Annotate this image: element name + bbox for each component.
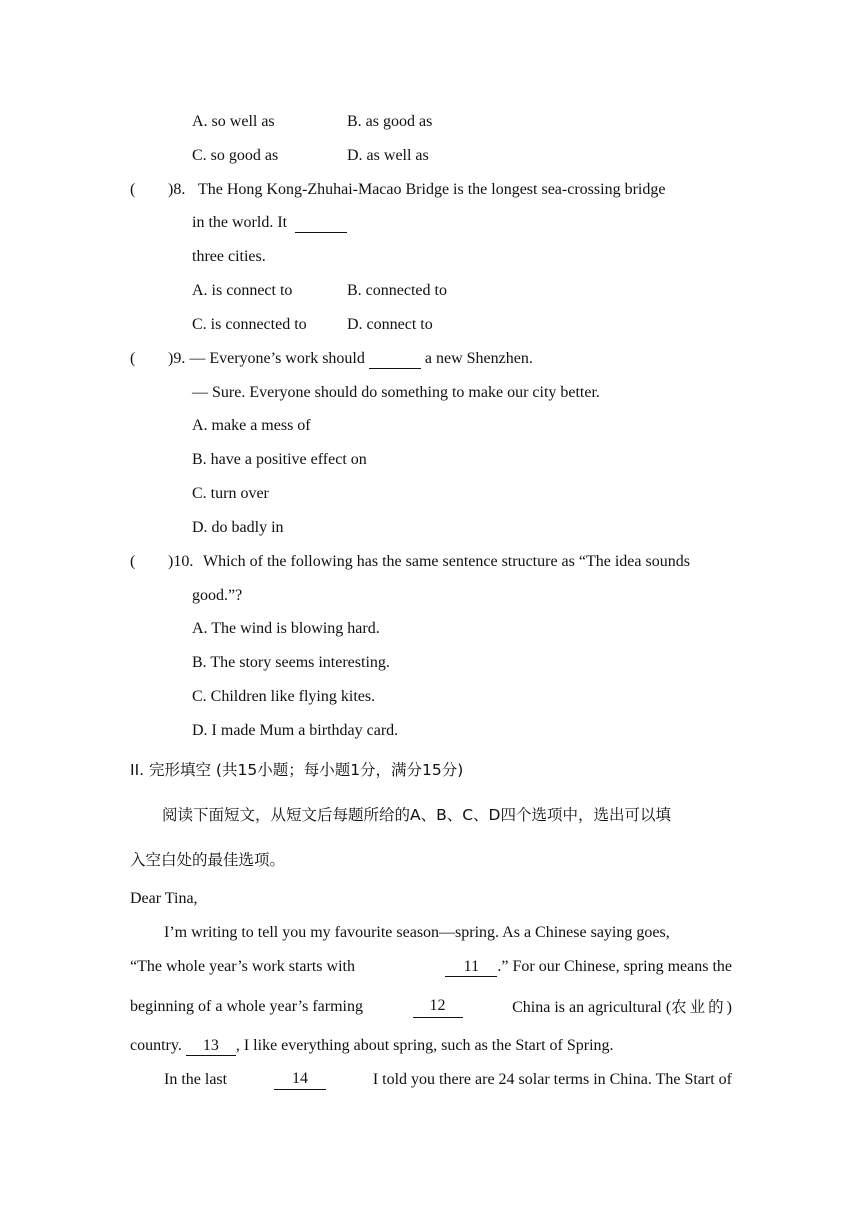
- letter-p1-line-2-rest: [445, 957, 732, 977]
- blank-12: 12: [413, 997, 463, 1018]
- section-heading: II. 完形填空 (共15小题；每小题1分，满分15分): [130, 761, 464, 779]
- q9-option-a: A. make a mess of: [192, 417, 311, 434]
- q8-stem-line-1: [198, 180, 732, 200]
- letter-p2-line-1: [164, 1070, 732, 1090]
- q10-stem-text-1: Which of the following has the same sentence structure as “The idea sounds: [203, 553, 690, 570]
- q8-stem-text-1: The Hong Kong-Zhuhai-Macao Bridge is the longest sea-crossing bridge: [198, 181, 666, 198]
- letter-greeting: Dear Tina,: [130, 890, 198, 907]
- letter-p1-text-1: I’m writing to tell you my favourite season—spring. As a Chinese saying goes,: [164, 924, 670, 941]
- q9-reply: — Sure. Everyone should do something to make our city better.: [192, 384, 600, 401]
- q8-option-d: D. connect to: [347, 316, 433, 333]
- q9-option-d: D. do badly in: [192, 519, 284, 536]
- letter-p1-text-3c: ): [726, 999, 732, 1016]
- letter-p1-text-2a: “The whole year’s work starts with: [130, 958, 355, 975]
- q10-number: )10.: [168, 553, 194, 570]
- q9-stem-line-1: [168, 349, 533, 369]
- q8-stem-line-3: three cities.: [192, 248, 266, 265]
- letter-p1-text-4: , I like everything about spring, such as the Start of Spring.: [235, 1037, 614, 1054]
- q8-stem-text-2: in the world. It: [192, 214, 288, 231]
- letter-p1-text-3b: China is an agricultural (: [512, 999, 672, 1016]
- letter-p2-text-1b: I told you there are 24 solar terms in China. The Start of: [372, 1071, 732, 1088]
- q10-stem-line-1: [203, 552, 732, 572]
- q10-option-c: C. Children like flying kites.: [192, 688, 376, 705]
- q8-stem-line-2: [192, 213, 347, 233]
- q9-number: )9.: [168, 350, 186, 367]
- q7-option-d: D. as well as: [347, 147, 429, 164]
- q9-option-c: C. turn over: [192, 485, 269, 502]
- q9-option-b: B. have a positive effect on: [192, 451, 367, 468]
- letter-p1-text-4pre: country.: [130, 1037, 182, 1054]
- q8-option-a: A. is connect to: [192, 282, 293, 299]
- q9-stem-text-b: a new Shenzhen.: [424, 350, 533, 367]
- q8-answer-paren: (: [130, 181, 136, 198]
- q7-option-a: A. so well as: [192, 113, 275, 130]
- q7-option-c: C. so good as: [192, 147, 279, 164]
- letter-p2-text-1a: In the last: [164, 1071, 228, 1088]
- letter-p1-line-3: [130, 997, 732, 1018]
- q10-answer-paren: (: [130, 553, 136, 570]
- letter-p1-line-2: [130, 957, 732, 977]
- q8-option-c: C. is connected to: [192, 316, 307, 333]
- q10-option-b: B. The story seems interesting.: [192, 654, 390, 671]
- section-instruction-line-1: 阅读下面短文，从短文后每题所给的A、B、C、D四个选项中，选出可以填: [162, 806, 671, 824]
- q10-option-d: D. I made Mum a birthday card.: [192, 722, 399, 739]
- letter-p1-text-2b: .” For our Chinese, spring means the: [497, 958, 732, 975]
- letter-p1-line-1: [164, 923, 732, 943]
- q8-number: )8.: [168, 181, 186, 198]
- blank-11: 11: [445, 958, 497, 977]
- q10-stem-line-2: good.”?: [192, 587, 243, 604]
- q9-stem-text-a: — Everyone’s work should: [189, 350, 365, 367]
- q8-answer-blank: [295, 214, 347, 233]
- q9-answer-blank: [369, 350, 421, 369]
- blank-13: 13: [186, 1037, 236, 1056]
- letter-p1-text-3cn: 农业的: [671, 998, 727, 1016]
- q8-option-b: B. connected to: [347, 282, 447, 299]
- letter-p1-line-3-rest: [512, 997, 732, 1018]
- blank-14: 14: [274, 1070, 326, 1090]
- q7-option-b: B. as good as: [347, 113, 433, 130]
- q9-answer-paren: (: [130, 350, 136, 367]
- q10-option-a: A. The wind is blowing hard.: [192, 620, 380, 637]
- letter-p1-text-3a: beginning of a whole year’s farming: [130, 998, 363, 1015]
- letter-p1-line-4: [130, 1036, 614, 1056]
- section-instruction-line-2: 入空白处的最佳选项。: [130, 851, 286, 869]
